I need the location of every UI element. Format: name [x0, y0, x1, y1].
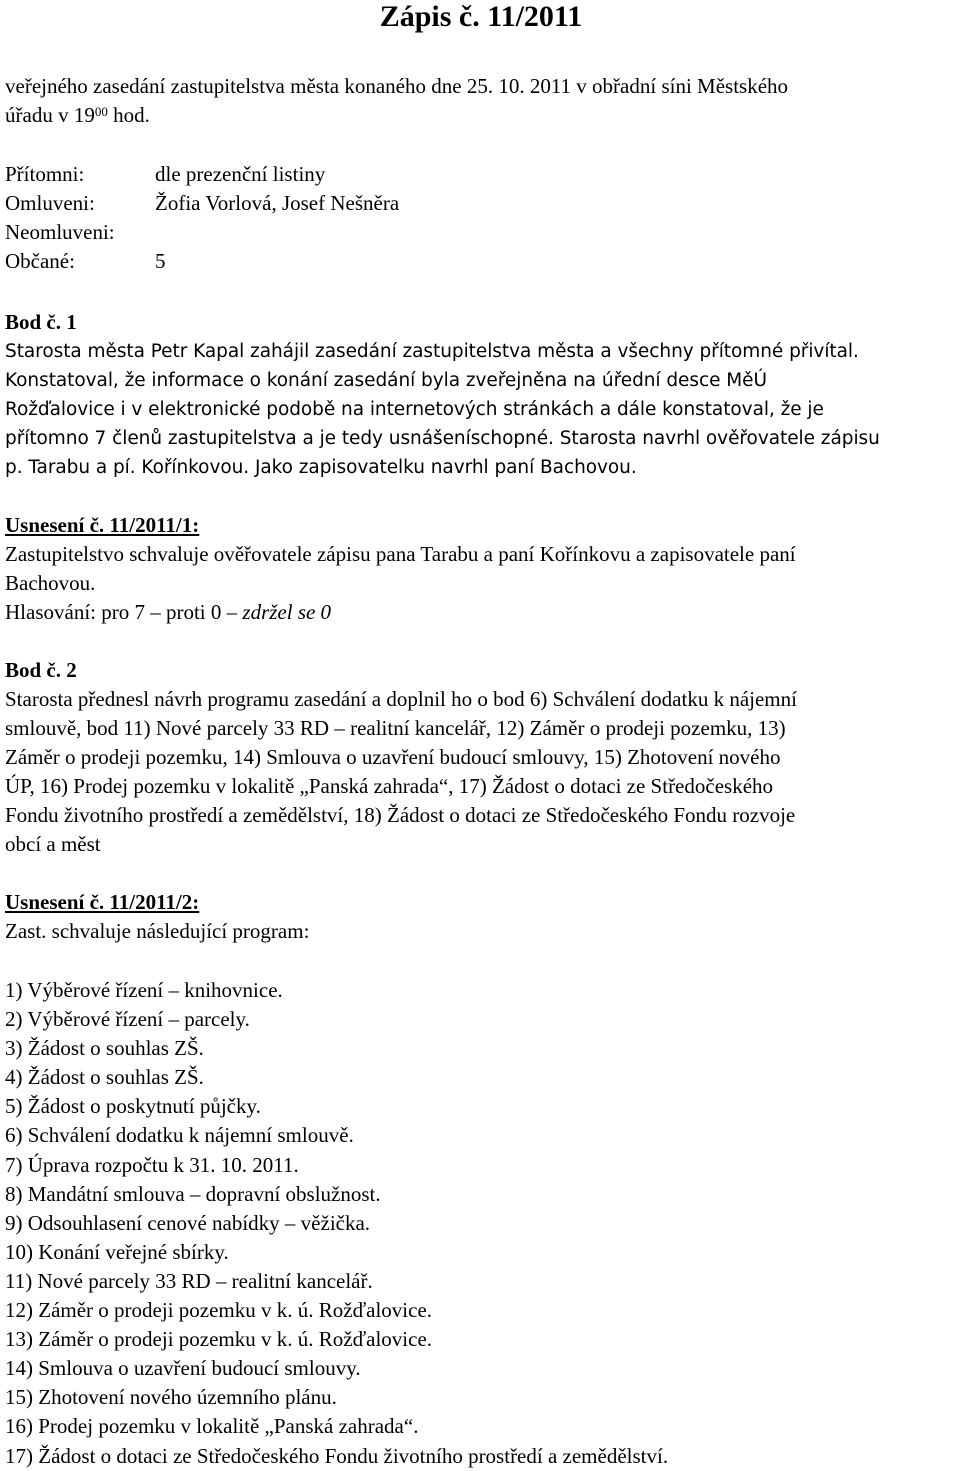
program-list [5, 976, 668, 1471]
document-page [5, 0, 957, 1468]
bod2-line: smlouvě, bod 11) Nové parcely 33 RD – realitní kancelář, 12) Záměr o prodeji pozemku, 13) [5, 716, 786, 740]
program-item: 15) Zhotovení nového územního plánu. [5, 1385, 337, 1410]
bod2-line: Starosta přednesl návrh programu zasedání a doplnil ho o bod 6) Schválení dodatku k nájemní [5, 687, 797, 711]
bod2-line: obcí a měst [5, 832, 101, 856]
bod2-line: ÚP, 16) Prodej pozemku v lokalitě „Panská zahrada“, 17) Žádost o dotaci ze Středočeského [5, 774, 774, 798]
bod2-line: Záměr o prodeji pozemku, 14) Smlouva o uzavření budoucí smlouvy, 15) Zhotovení nového [5, 745, 781, 769]
program-item: 14) Smlouva o uzavření budoucí smlouvy. [5, 1356, 361, 1381]
program-item: 1) Výběrové řízení – knihovnice. [5, 978, 283, 1002]
program-item: 3) Žádost o souhlas ZŠ. [5, 1036, 204, 1061]
program-item: 8) Mandátní smlouva – dopravní obslužnost. [5, 1181, 381, 1206]
bod1-line: p. Tarabu a pí. Kořínkovou. Jako zapisovatelku navrhl paní Bachovou. [5, 457, 637, 478]
program-item: 13) Záměr o prodeji pozemku v k. ú. Rožďalovice. [5, 1327, 433, 1352]
usneseni1-line: Bachovou. [5, 571, 96, 595]
usneseni1-line: Zastupitelstvo schvaluje ověřovatele zápisu pana Tarabu a paní Kořínkovu a zapisovatele paní [5, 542, 796, 566]
page-title: Zápis č. 11/2011 [379, 0, 583, 33]
program-item: 4) Žádost o souhlas ZŠ. [5, 1065, 204, 1090]
program-item: 9) Odsouhlasení cenové nabídky – věžička. [5, 1210, 371, 1235]
bod2-heading: Bod č. 2 [5, 658, 77, 682]
bod2-section [5, 656, 797, 859]
usneseni1-heading: Usnesení č. 11/2011/1: [5, 513, 200, 537]
usneseni1-section [5, 511, 796, 627]
vote-abstain: zdržel se 0 [242, 600, 332, 624]
usneseni2-section [5, 888, 309, 946]
intro-line-2-start: úřadu v 19 [5, 103, 95, 127]
vote-counts: Hlasování: pro 7 – proti 0 – [5, 600, 243, 624]
attendance-excused [5, 189, 399, 218]
program-item: 5) Žádost o poskytnutí půjčky. [5, 1094, 261, 1119]
attendance-unexcused [5, 218, 399, 247]
attendance-label: Neomluveni: [5, 220, 115, 244]
intro-time-superscript: 00 [94, 104, 108, 119]
bod2-line: Fondu životního prostředí a zemědělství, 18) Žádost o dotaci ze Středočeského Fondu rozvoje [5, 803, 796, 827]
bod1-line: Rožďalovice i v elektronické podobě na internetových stránkách a dále konstatoval, že je [5, 399, 824, 420]
program-item: 17) Žádost o dotaci ze Středočeského Fondu životního prostředí a zemědělství. [5, 1443, 669, 1468]
program-item: 10) Konání veřejné sbírky. [5, 1239, 229, 1264]
intro-paragraph [5, 72, 788, 130]
bod1-line: Konstatoval, že informace o konání zasedání byla zveřejněna na úřední desce MěÚ [5, 370, 767, 391]
bod1-line: přítomno 7 členů zastupitelstva a je tedy usnášeníschopné. Starosta navrhl ověřovatele zápisu [5, 428, 880, 449]
attendance-value: Žofia Vorlová, Josef Nešněra [155, 191, 400, 215]
attendance-present [5, 160, 399, 189]
intro-line-2 [5, 101, 788, 130]
attendance-value: dle prezenční listiny [155, 162, 326, 186]
usneseni2-heading: Usnesení č. 11/2011/2: [5, 890, 200, 914]
bod1-line: Starosta města Petr Kapal zahájil zasedání zastupitelstva města a všechny přítomné přivítal. [5, 341, 859, 362]
intro-line-2-end: hod. [107, 103, 150, 127]
attendance-citizens [5, 247, 399, 276]
attendance-label: Občané: [5, 249, 75, 273]
intro-line-1: veřejného zasedání zastupitelstva města konaného dne 25. 10. 2011 v obřadní síni Městského [5, 74, 789, 98]
attendance-label: Přítomni: [5, 162, 85, 186]
program-item: 11) Nové parcely 33 RD – realitní kancelář. [5, 1268, 373, 1293]
program-item: 2) Výběrové řízení – parcely. [5, 1007, 250, 1032]
bod1-section [5, 308, 880, 482]
usneseni1-vote [5, 598, 796, 627]
attendance-block [5, 160, 399, 276]
program-item: 7) Úprava rozpočtu k 31. 10. 2011. [5, 1152, 299, 1177]
attendance-value: 5 [155, 249, 166, 273]
program-item: 12) Záměr o prodeji pozemku v k. ú. Rožďalovice. [5, 1298, 433, 1323]
bod1-heading: Bod č. 1 [5, 310, 77, 334]
program-item: 16) Prodej pozemku v lokalitě „Panská zahrada“. [5, 1414, 419, 1439]
usneseni2-intro: Zast. schvaluje následující program: [5, 919, 310, 943]
attendance-label: Omluveni: [5, 191, 95, 215]
program-item: 6) Schválení dodatku k nájemní smlouvě. [5, 1123, 354, 1148]
